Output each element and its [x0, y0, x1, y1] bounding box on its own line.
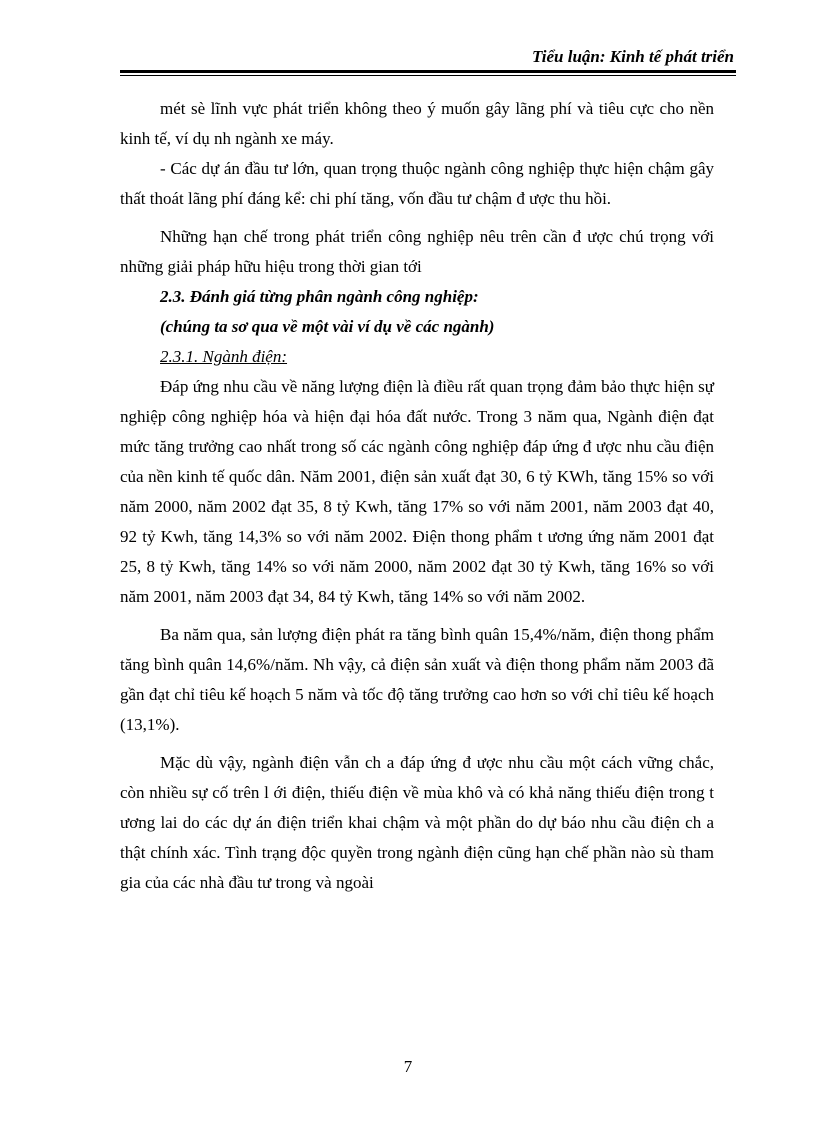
- header-rule-thin: [120, 75, 736, 76]
- paragraph-limitations: Những hạn chế trong phát triển công nghiệp nêu trên cần đ ược chú trọng với những giải pháp hữu hiệu trong thời gian tới: [120, 227, 714, 276]
- paragraph-electricity-demand: Đáp ứng nhu cầu về năng lượng điện là điều rất quan trọng đảm bảo thực hiện sự nghiệp công nghiệp hóa và hiện đại hóa đất nước. Trong 3 năm qua, Ngành điện đạt mức tăng trưởng cao nhất trong số các ngành công nghiệp đáp ứng đ ược nhu cầu điện của nền kinh tế quốc dân. Năm 2001, điện sản xuất đạt 30, 6 tỷ KWh, tăng 15% so với năm 2000, năm 2002 đạt 35, 8 tỷ Kwh, tăng 17% so với năm 2001, năm 2003 đạt 40, 92 tỷ Kwh, tăng 14,3% so với năm 2002. Điện thong phẩm t ương ứng năm 2001 đạt 25, 8 tỷ Kwh, tăng 14% so với năm 2000, năm 2002 đạt 30 tỷ Kwh, tăng 16% so với năm 2001, năm 2003 đạt 34, 84 tỷ Kwh, tăng 14% so với năm 2002.: [120, 377, 714, 606]
- page-number: 7: [403, 1057, 413, 1076]
- paragraph-investment-projects: - Các dự án đầu tư lớn, quan trọng thuộc ngành công nghiệp thực hiện chậm gây thất thoát lãng phí đáng kể: chi phí tăng, vốn đầu tư chậm đ ược thu hồi.: [120, 159, 714, 208]
- section-subtitle: (chúng ta sơ qua về một vài ví dụ về các ngành): [160, 317, 495, 336]
- subsection-heading: 2.3.1. Ngành điện:: [160, 347, 288, 366]
- document-body: [120, 94, 714, 898]
- header-rule-thick: [120, 70, 736, 73]
- page-header: [120, 46, 736, 76]
- paragraph-electricity-growth: Ba năm qua, sản lượng điện phát ra tăng bình quân 15,4%/năm, điện thong phẩm tăng bình quân 14,6%/năm. Nh vậy, cả điện sản xuất và điện thong phẩm năm 2003 đã gần đạt chỉ tiêu kế hoạch 5 năm và tốc độ tăng trưởng cao hơn so với chỉ tiêu kế hoạch (13,1%).: [120, 625, 714, 734]
- paragraph-continuation: mét sè lĩnh vực phát triển không theo ý muốn gây lãng phí và tiêu cực cho nền kinh tế, ví dụ nh ngành xe máy.: [120, 99, 714, 148]
- paragraph-electricity-issues: Mặc dù vậy, ngành điện vẫn ch a đáp ứng đ ược nhu cầu một cách vững chắc, còn nhiều sự cố trên l ới điện, thiếu điện về mùa khô và có khả năng thiếu điện trong t ương lai do các dự án điện triển khai chậm và một phần do dự báo nhu cầu điện ch a thật chính xác. Tình trạng độc quyền trong ngành điện cũng hạn chế phần nào sù tham gia của các nhà đầu tư trong và ngoài: [120, 753, 714, 892]
- header-title: Tiểu luận: Kinh tế phát triển: [532, 47, 734, 66]
- section-heading: 2.3. Đánh giá từng phân ngành công nghiệp:: [160, 287, 479, 306]
